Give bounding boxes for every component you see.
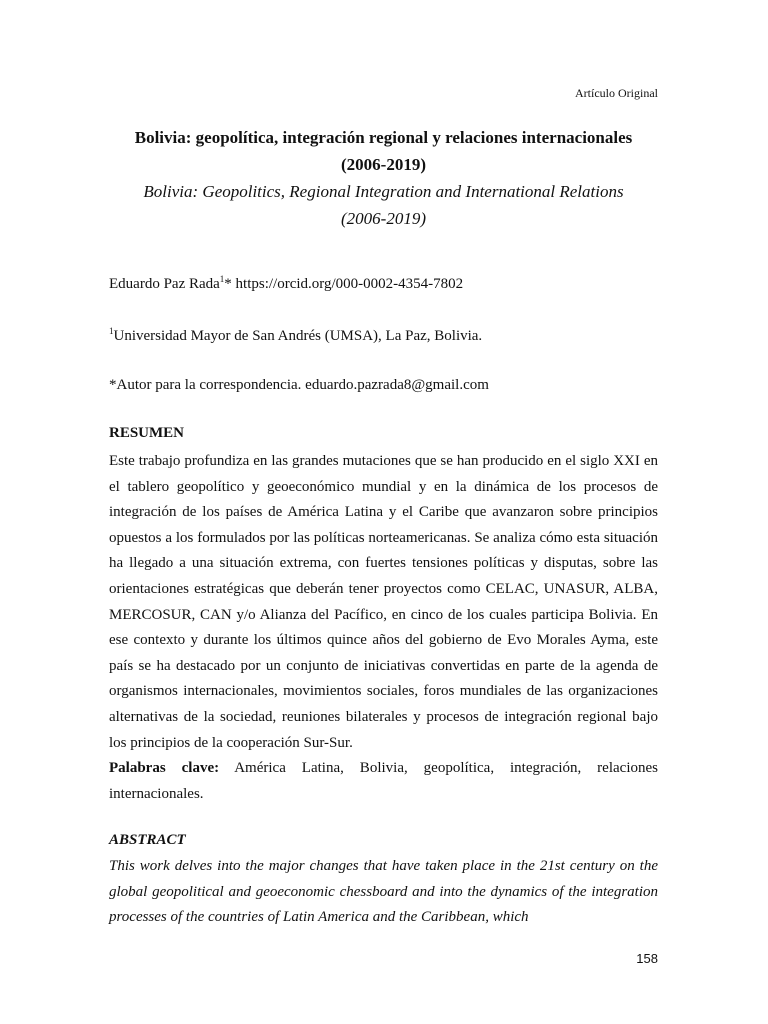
affiliation-line	[109, 326, 669, 346]
title-english-line-1: Bolivia: Geopolitics, Regional Integration and International Relations	[143, 182, 624, 201]
keywords-label: Palabras clave:	[109, 760, 220, 777]
author-name: Eduardo Paz Rada	[109, 276, 220, 292]
title-spanish	[108, 124, 659, 178]
correspondence-line: *Autor para la correspondencia. eduardo.pazrada8@gmail.com	[109, 377, 489, 393]
keywords-paragraph	[109, 756, 658, 807]
title-block	[108, 124, 659, 232]
title-english-line-2: (2006-2019)	[341, 209, 426, 228]
resumen-paragraph: Este trabajo profundiza en las grandes mutaciones que se han producido en el siglo XXI en el tablero geopolítico y geoeconómico mundial y en la dinámica de los procesos de integración de los países de América Latina y el Caribe que avanzaron sobre principios opuestos a los formulados por las políticas norteamericanas. Se analiza cómo esta situación ha llegado a una situación extrema, con fuertes tensiones políticas y disputas, sobre las orientaciones estratégicas que deberán tener proyectos como CELAC, UNASUR, ALBA, MERCOSUR, CAN y/o Alianza del Pacífico, en cinco de los cuales participa Bolivia. En ese contexto y durante los últimos quince años del gobierno de Evo Morales Ayma, este país se ha destacado por un conjunto de iniciativas convertidas en parte de la agenda de organismos internacionales, movimientos sociales, foros mundiales de las organizaciones alternativas de la sociedad, reuniones bilaterales y procesos de integración regional bajo los principios de la cooperación Sur-Sur.	[109, 453, 658, 751]
abstract-paragraph: This work delves into the major changes that have taken place in the 21st century on the global geopolitical and geoeconomic chessboard and into the dynamics of the integration processes of the countries of Latin America and the Caribbean, which	[109, 858, 658, 926]
author-corresponding-marker: *	[224, 276, 232, 292]
abstract-heading: ABSTRACT	[109, 832, 186, 848]
resumen-section	[109, 449, 658, 807]
affiliation-sup: 1	[109, 326, 114, 336]
title-spanish-line-2: (2006-2019)	[341, 155, 426, 174]
article-type-label: Artículo Original	[575, 86, 658, 100]
author-line	[109, 274, 669, 294]
author-affiliation-sup: 1	[219, 274, 225, 284]
keywords-text: América Latina, Bolivia, geopolítica, integración, relaciones internacionales.	[109, 760, 658, 802]
author-orcid-link[interactable]: https://orcid.org/000-0002-4354-7802	[235, 276, 464, 292]
affiliation-text: Universidad Mayor de San Andrés (UMSA), La Paz, Bolivia.	[113, 328, 483, 344]
title-spanish-line-1: Bolivia: geopolítica, integración regional y relaciones internacionales	[134, 128, 633, 147]
title-english	[108, 178, 659, 232]
resumen-heading: RESUMEN	[109, 425, 185, 441]
page-number: 158	[636, 951, 658, 966]
